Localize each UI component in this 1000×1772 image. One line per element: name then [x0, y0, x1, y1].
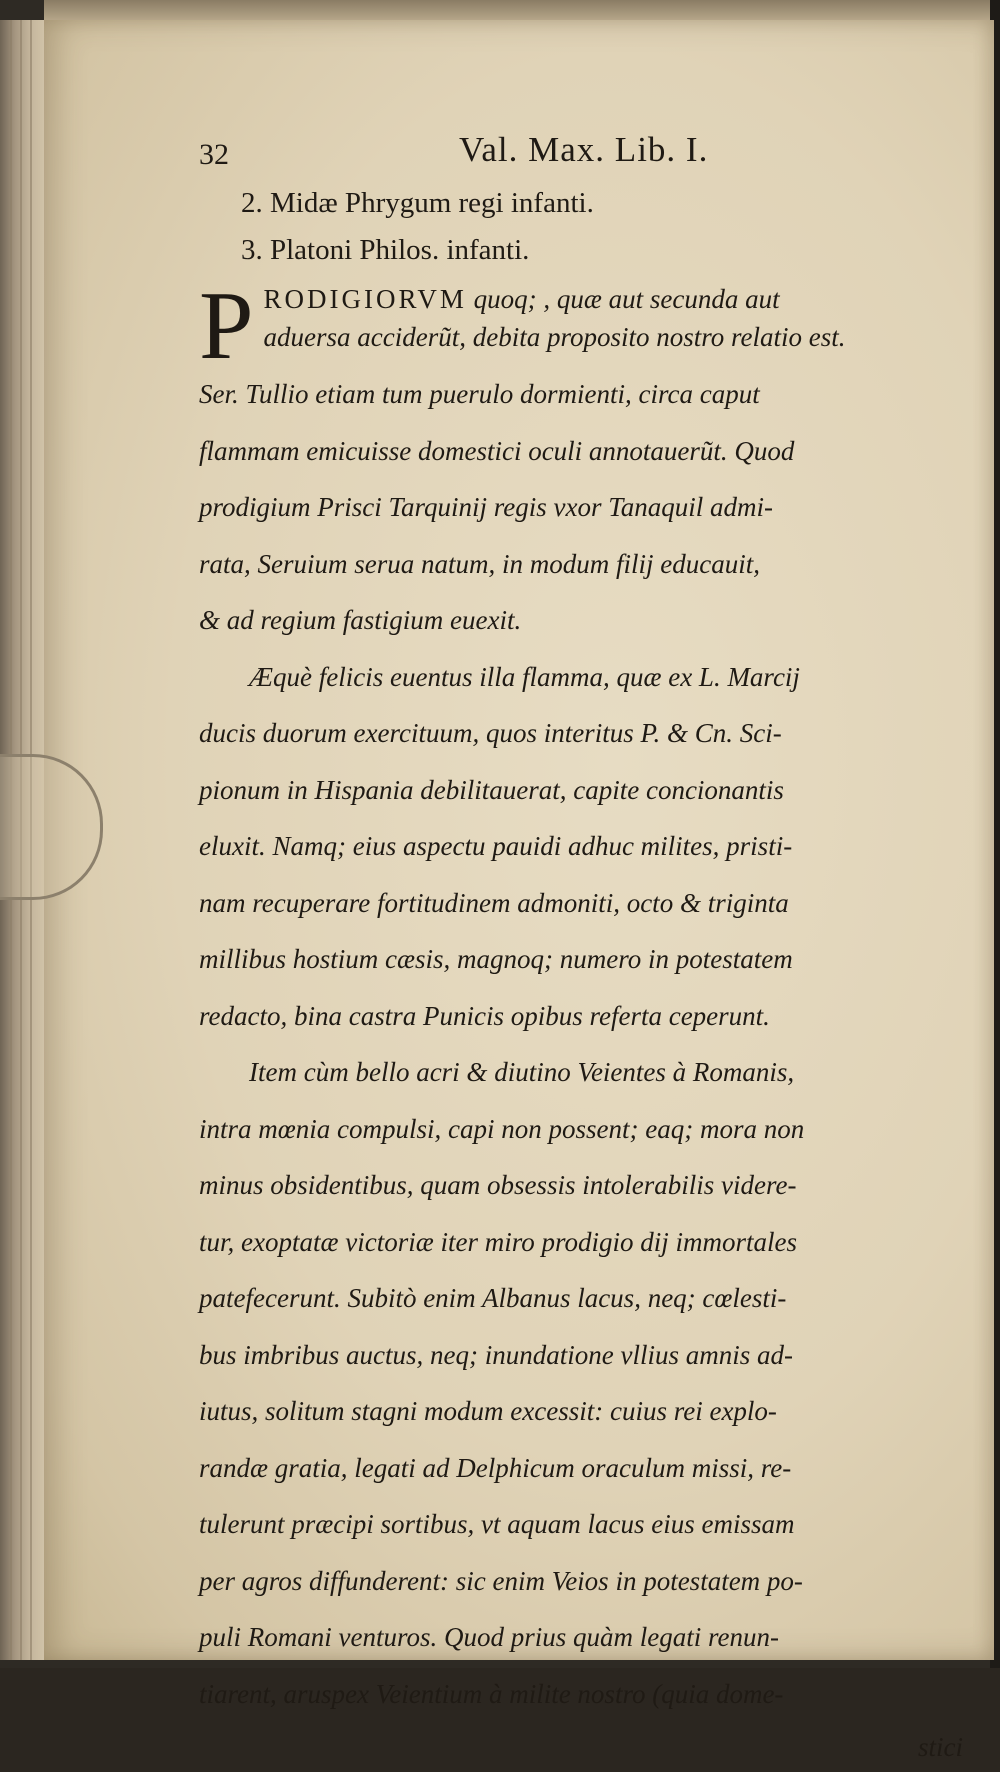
text-line: rata, Seruium serua natum, in modum filij educauit,	[199, 548, 760, 579]
text-line: & ad regium fastigium euexit.	[199, 605, 522, 635]
text-line: ducis duorum exercituum, quos interitus P. & Cn. Sci-	[199, 718, 782, 748]
text-line: redacto, bina castra Punicis opibus referta ceperunt.	[199, 1000, 770, 1031]
chapter-opening	[199, 272, 969, 380]
running-title: Val. Max. Lib. I.	[459, 130, 709, 169]
text-line: tur, exoptatæ victoriæ iter miro prodigio dij immortales	[199, 1226, 797, 1257]
text-line: eluxit. Namq; eius aspectu pauidi adhuc milites, pristi-	[199, 831, 793, 861]
text-line: flammam emicuisse domestici oculi annotauerũt. Quod	[199, 435, 795, 466]
book-top-edge	[44, 0, 1000, 22]
page-text-block	[199, 120, 969, 1772]
page-number: 32	[199, 138, 229, 171]
lead-text: quoq; , quæ aut secunda aut	[473, 284, 780, 314]
text-line: tulerunt præcipi sortibus, vt aquam lacus eius emissam	[199, 1509, 795, 1539]
book-page	[44, 20, 994, 1762]
text-line: prodigium Prisci Tarquinij regis vxor Tanaquil admi-	[199, 492, 774, 522]
text-line: randæ gratia, legati ad Delphicum oraculum missi, re-	[199, 1452, 792, 1483]
text-line: pionum in Hispania debilitauerat, capite concionantis	[199, 774, 784, 805]
chapter-lead-line: aduersa acciderũt, debita proposito nostro relatio est.	[263, 322, 846, 352]
text-line: patefecerunt. Subitò enim Albanus lacus, neq; cœlesti-	[199, 1283, 787, 1313]
text-line: intra mœnia compulsi, capi non possent; eaq; mora non	[199, 1113, 805, 1144]
text-line: Item cùm bello acri & diutino Veientes à Romanis,	[249, 1057, 795, 1087]
paragraph	[199, 1044, 969, 1722]
text-line: per agros diffunderent: sic enim Veios in potestatem po-	[199, 1565, 803, 1596]
text-line: millibus hostium cæsis, magnoq; numero in potestatem	[199, 944, 793, 974]
toc-item: 2. Midæ Phrygum regi infanti.	[241, 187, 594, 219]
paragraph	[199, 649, 969, 1045]
text-line: bus imbribus auctus, neq; inundatione vllius amnis ad-	[199, 1339, 793, 1370]
toc-list	[199, 180, 969, 274]
chapter-lead-line	[199, 280, 969, 318]
lead-caps: RODIGIORVM	[263, 284, 467, 314]
text-line: minus obsidentibus, quam obsessis intolerabilis videre-	[199, 1170, 797, 1200]
toc-item: 3. Platoni Philos. infanti.	[241, 234, 530, 266]
text-line: Ser. Tullio etiam tum puerulo dormienti, circa caput	[199, 379, 760, 409]
drop-capital: P	[199, 272, 254, 380]
catchword: stici	[918, 1732, 963, 1762]
running-head	[199, 120, 969, 180]
text-line: Æquè felicis euentus illa flamma, quæ ex L. Marcij	[249, 661, 800, 692]
text-line: nam recuperare fortitudinem admoniti, octo & triginta	[199, 887, 789, 918]
paragraph	[199, 366, 969, 649]
text-line: iutus, solitum stagni modum excessit: cuius rei explo-	[199, 1396, 777, 1426]
text-line: puli Romani venturos. Quod prius quàm legati renun-	[199, 1622, 779, 1652]
text-line: tiarent, aruspex Veientium à milite nostro (quia dome-	[199, 1678, 784, 1709]
